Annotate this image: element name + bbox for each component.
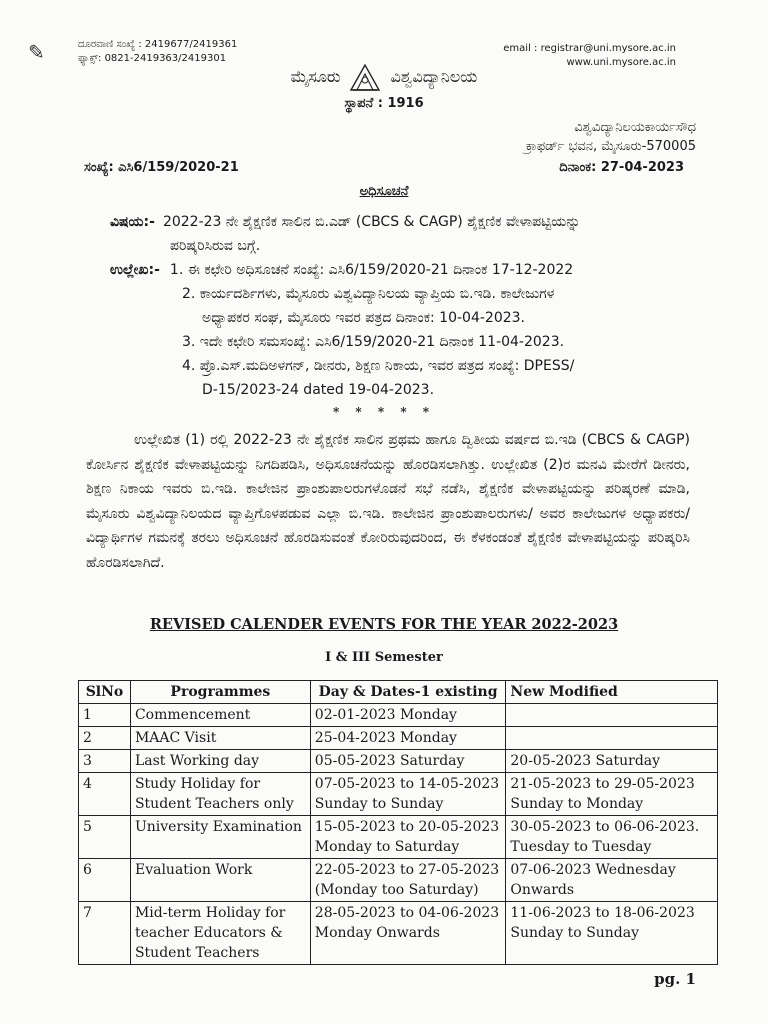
address-block: [526, 118, 696, 156]
cell-existing: 05-05-2023 Saturday: [310, 750, 506, 773]
cell-programme: Study Holiday for Student Teachers only: [130, 773, 310, 816]
cell-programme: Mid-term Holiday for teacher Educators & Student Teachers: [130, 902, 310, 965]
cell-existing: 25-04-2023 Monday: [310, 727, 506, 750]
cell-modified: 21-05-2023 to 29-05-2023 Sunday to Monday: [506, 773, 718, 816]
reference-item: 2. ಕಾರ್ಯದರ್ಶಿಗಳು, ಮೈಸೂರು ವಿಶ್ವವಿದ್ಯಾನಿಲಯ ವ್ಯಾಪ್ತಿಯ ಬಿ.ಇಡಿ. ಕಾಲೇಜುಗಳ: [182, 286, 555, 302]
subject-line-2: ಪರಿಷ್ಕರಿಸಿರುವ ಬಗ್ಗೆ.: [170, 238, 261, 254]
header-slno: SlNo: [79, 681, 131, 704]
cell-slno: 1: [79, 704, 131, 727]
email-line: email : registrar@uni.mysore.ac.in: [503, 43, 676, 54]
subject-line-1: 2022-23 ನೇ ಶೈಕ್ಷಣಿಕ ಸಾಲಿನ ಬಿ.ಎಡ್ (CBCS & CAGP) ಶೈಕ್ಷಣಿಕ ವೇಳಾಪಟ್ಟಿಯನ್ನು: [162, 214, 581, 230]
fax-line: ಫ್ಯಾಕ್ಸ್: 0821-2419363/2419301: [78, 53, 227, 64]
cell-modified: 30-05-2023 to 06-06-2023. Tuesday to Tuesday: [506, 816, 718, 859]
document-date: ದಿನಾಂಕ: 27-04-2023: [559, 160, 684, 175]
table-header-row: [79, 681, 718, 704]
cell-modified: 07-06-2023 Wednesday Onwards: [506, 859, 718, 902]
cell-slno: 4: [79, 773, 131, 816]
cell-programme: Last Working day: [130, 750, 310, 773]
table-row: [79, 816, 718, 859]
table-row: [79, 859, 718, 902]
reference-number: ಸಂಖ್ಯೆ: ಎಸಿ6/159/2020-21: [84, 160, 239, 175]
semester-label: I & III Semester: [325, 650, 443, 665]
reference-item: 3. ಇದೇ ಕಛೇರಿ ಸಮಸಂಖ್ಯೆ: ಎಸಿ6/159/2020-21 ದಿನಾಂಕ 11-04-2023.: [182, 334, 565, 350]
uni-name-right: ವಿಶ್ವವಿದ್ಯಾನಿಲಯ: [390, 67, 478, 86]
cell-programme: MAAC Visit: [130, 727, 310, 750]
cell-existing: 07-05-2023 to 14-05-2023 Sunday to Sunday: [310, 773, 506, 816]
established-line: ಸ್ಥಾಪನೆ : 1916: [344, 96, 424, 111]
cell-existing: 02-01-2023 Monday: [310, 704, 506, 727]
table-row: [79, 704, 718, 727]
phone-line: ದೂರವಾಣಿ ಸಂಖ್ಯೆ : 2419677/2419361: [78, 39, 238, 50]
address-line-1: ವಿಶ್ವವಿದ್ಯಾನಿಲಯಕಾರ್ಯಸೌಧ: [574, 120, 696, 135]
subject-block: [110, 210, 710, 258]
cell-slno: 5: [79, 816, 131, 859]
web-line: www.uni.mysore.ac.in: [566, 57, 676, 68]
cell-programme: University Examination: [130, 816, 310, 859]
header-programmes: Programmes: [130, 681, 310, 704]
subject-label: ವಿಷಯ:-: [110, 214, 155, 230]
cell-existing: 15-05-2023 to 20-05-2023 Monday to Saturday: [310, 816, 506, 859]
notification-title: ಅಧಿಸೂಚನೆ: [359, 184, 409, 199]
cell-slno: 2: [79, 727, 131, 750]
table-row: [79, 902, 718, 965]
cell-modified: 20-05-2023 Saturday: [506, 750, 718, 773]
cell-existing: 28-05-2023 to 04-06-2023 Monday Onwards: [310, 902, 506, 965]
references-label: ಉಲ್ಲೇಖ:-: [110, 262, 160, 278]
cell-programme: Commencement: [130, 704, 310, 727]
references-block: [110, 258, 710, 402]
cell-modified: 11-06-2023 to 18-06-2023 Sunday to Sunday: [506, 902, 718, 965]
university-emblem-icon: [348, 62, 382, 92]
cell-slno: 7: [79, 902, 131, 965]
header-modified: New Modified: [506, 681, 718, 704]
address-line-2: ಕ್ರಾಫರ್ಡ್ ಭವನ, ಮೈಸೂರು-570005: [525, 139, 696, 154]
reference-item: 1. ಈ ಕಛೇರಿ ಅಧಿಸೂಚನೆ ಸಂಖ್ಯೆ: ಎಸಿ6/159/2020-21 ದಿನಾಂಕ 17-12-2022: [169, 262, 574, 278]
cell-existing: 22-05-2023 to 27-05-2023 (Monday too Saturday): [310, 859, 506, 902]
calendar-table: [78, 680, 718, 965]
university-title: [0, 62, 768, 92]
page-number: pg. 1: [654, 970, 696, 988]
cell-programme: Evaluation Work: [130, 859, 310, 902]
pen-mark: ✎: [28, 40, 45, 64]
reference-item: ಅಧ್ಯಾಪಕರ ಸಂಘ, ಮೈಸೂರು ಇವರ ಪತ್ರದ ದಿನಾಂಕ: 10-04-2023.: [202, 310, 525, 326]
cell-modified: [506, 704, 718, 727]
separator-stars: * * * * *: [332, 405, 436, 419]
cell-modified: [506, 727, 718, 750]
cell-slno: 6: [79, 859, 131, 902]
body-paragraph: ಉಲ್ಲೇಖಿತ (1) ರಲ್ಲಿ 2022-23 ನೇ ಶೈಕ್ಷಣಿಕ ಸಾಲಿನ ಪ್ರಥಮ ಹಾಗೂ ದ್ವಿತೀಯ ವರ್ಷದ ಬಿ.ಇಡಿ (CBCS & CAGP) ಕೋರ್ಸಿನ ಶೈಕ್ಷಣಿಕ ವೇಳಾಪಟ್ಟಿಯನ್ನು ನಿಗದಿಪಡಿಸಿ, ಅಧಿಸೂಚನೆಯನ್ನು ಹೊರಡಿಸಲಾಗಿತ್ತು. ಉಲ್ಲೇಖಿತ (2)ರ ಮನವಿ ಮೇರೆಗೆ ಡೀನರು, ಶಿಕ್ಷಣ ನಿಕಾಯ ಇವರು ಬಿ.ಇಡಿ. ಕಾಲೇಜಿನ ಪ್ರಾಂಶುಪಾಲರುಗಳೊಡನೆ ಸಭೆ ನಡೆಸಿ, ಶೈಕ್ಷಣಿಕ ವೇಳಾಪಟ್ಟಿಯನ್ನು ಪರಿಷ್ಕರಣೆ ಮಾಡಿ, ಮೈಸೂರು ವಿಶ್ವವಿದ್ಯಾನಿಲಯದ ವ್ಯಾಪ್ತಿಗೊಳಪಡುವ ಎಲ್ಲಾ ಬಿ.ಇಡಿ. ಕಾಲೇಜಿನ ಪ್ರಾಂಶುಪಾಲರುಗಳು/ ಅವರ ಕಾಲೇಜುಗಳ ಅಧ್ಯಾಪಕರು/ ವಿದ್ಯಾರ್ಥಿಗಳ ಗಮನಕ್ಕೆ ತರಲು ಅಧಿಸೂಚನೆ ಹೊರಡಿಸುವಂತೆ ಕೋರಿರುವುದರಿಂದ, ಈ ಕೆಳಕಂಡಂತೆ ಶೈಕ್ಷಣಿಕ ವೇಳಾಪಟ್ಟಿಯನ್ನು ಪರಿಷ್ಕರಿಸಿ ಹೊರಡಿಸಲಾಗಿದೆ.: [86, 432, 690, 571]
reference-item: D-15/2023-24 dated 19-04-2023.: [202, 382, 435, 398]
table-row: [79, 727, 718, 750]
reference-item: 4. ಪ್ರೊ.ಎಸ್.ಮದಿಅಳಗನ್, ಡೀನರು, ಶಿಕ್ಷಣ ನಿಕಾಯ, ಇವರ ಪತ್ರದ ಸಂಖ್ಯೆ: DPESS/: [182, 358, 575, 374]
uni-name-left: ಮೈಸೂರು: [290, 67, 341, 86]
cell-slno: 3: [79, 750, 131, 773]
table-row: [79, 750, 718, 773]
header-existing: Day & Dates-1 existing: [310, 681, 506, 704]
section-title: REVISED CALENDER EVENTS FOR THE YEAR 2022-2023: [149, 616, 619, 633]
table-row: [79, 773, 718, 816]
reference-row: [84, 160, 684, 175]
